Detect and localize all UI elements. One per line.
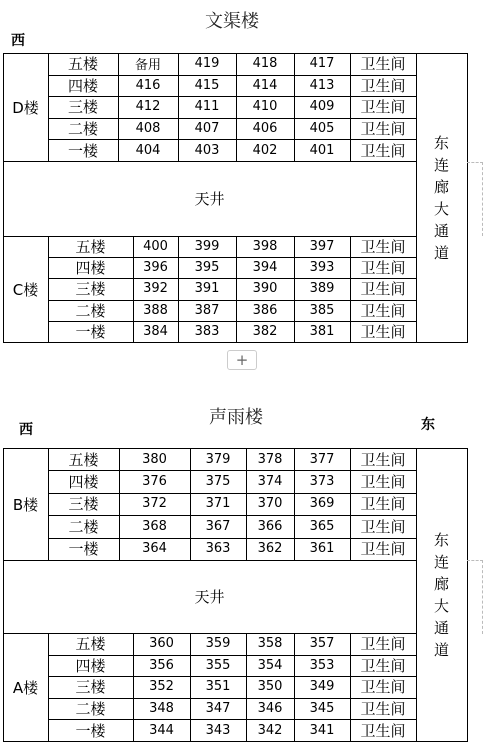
shengyu-east-label: 东 [421,417,435,433]
room-number: 360 [149,636,174,652]
restroom-label: 卫生间 [360,656,406,675]
floor-label: 二楼 [67,120,98,139]
floor-label: 二楼 [68,517,99,536]
room-number: 363 [205,541,231,557]
room-number: 403 [194,142,220,158]
room-number: 357 [309,636,335,652]
floor-label: 四楼 [75,656,106,675]
corridor-char: 通 [433,221,449,240]
room-number: 355 [205,657,231,673]
room-number: 备用 [134,58,161,74]
room-number: 387 [194,302,220,318]
wenqu-title: 文渠楼 [205,11,259,32]
floor-label: 五楼 [67,55,98,74]
room-number: 379 [205,451,231,467]
restroom-label: 卫生间 [360,141,406,160]
add-table-button[interactable]: + [227,350,257,370]
room-number: 410 [252,99,278,115]
room-number: 368 [142,518,167,534]
room-number: 375 [205,474,231,490]
corridor-char: 通 [433,618,449,637]
room-number: 389 [309,281,335,297]
floor-label: 三楼 [68,495,99,514]
room-number: 394 [252,260,278,276]
wenqu-west-label: 西 [11,33,25,49]
room-number: 392 [143,281,168,297]
room-number: 418 [252,56,278,72]
room-number: 407 [194,121,220,137]
room-number: 364 [142,541,167,557]
restroom-label: 卫生间 [360,700,406,719]
restroom-label: 卫生间 [360,473,406,492]
restroom-label: 卫生间 [360,678,406,697]
restroom-label: 卫生间 [360,280,406,299]
corridor-char: 连 [433,552,449,571]
room-number: 388 [143,302,168,318]
floor-label: 三楼 [75,280,106,299]
room-number: 349 [309,679,335,695]
room-number: 414 [252,77,278,93]
corridor-char: 廊 [433,177,449,196]
room-number: 408 [135,121,161,137]
room-number: 393 [309,260,335,276]
floor-label: 四楼 [75,259,106,278]
room-number: 367 [205,518,231,534]
wenqu-upper-block-label: D楼 [12,98,39,117]
shengyu-lower-block-label: A楼 [12,678,39,697]
room-number: 376 [142,474,167,490]
restroom-label: 卫生间 [360,238,406,257]
room-number: 345 [309,701,335,717]
restroom-label: 卫生间 [360,540,406,559]
floor-label: 一楼 [67,141,98,160]
restroom-label: 卫生间 [360,120,406,139]
floor-label: 一楼 [75,322,106,341]
restroom-label: 卫生间 [360,495,406,514]
restroom-label: 卫生间 [360,322,406,341]
room-number: 395 [194,260,220,276]
room-number: 344 [149,722,174,738]
restroom-label: 卫生间 [360,301,406,320]
floor-label: 一楼 [75,721,106,740]
room-number: 372 [142,496,167,512]
shengyu-west-label: 西 [19,422,33,438]
floor-label: 五楼 [75,238,106,257]
room-number: 417 [309,56,335,72]
corridor-char: 大 [433,199,449,218]
floor-label: 五楼 [75,635,106,654]
room-number: 374 [257,474,283,490]
corridor-char: 道 [433,243,449,262]
wenqu-lower-block-label: C楼 [12,280,39,299]
room-number: 405 [309,121,335,137]
room-number: 377 [309,451,335,467]
room-number: 359 [205,636,231,652]
room-number: 382 [252,323,278,339]
restroom-label: 卫生间 [360,76,406,95]
room-number: 352 [149,679,174,695]
room-number: 390 [252,281,278,297]
shengyu-upper-block-label: B楼 [12,495,39,514]
room-number: 351 [205,679,231,695]
room-number: 415 [194,77,220,93]
room-number: 381 [309,323,335,339]
room-number: 386 [252,302,278,318]
room-number: 401 [309,142,335,158]
room-number: 411 [194,99,220,115]
floor-label: 五楼 [68,450,99,469]
floor-label: 四楼 [67,76,98,95]
corridor-char: 廊 [433,574,449,593]
corridor-char: 连 [433,155,449,174]
room-number: 356 [149,657,174,673]
room-number: 342 [257,722,283,738]
room-number: 341 [309,722,335,738]
corridor-char: 大 [433,596,449,615]
room-number: 366 [257,518,283,534]
room-number: 347 [205,701,231,717]
room-number: 400 [143,239,168,255]
room-number: 361 [309,541,335,557]
room-number: 346 [257,701,283,717]
room-number: 354 [257,657,283,673]
room-number: 406 [252,121,278,137]
room-number: 343 [205,722,231,738]
room-number: 358 [257,636,283,652]
restroom-label: 卫生间 [360,517,406,536]
floor-label: 一楼 [68,540,99,559]
shengyu-title: 声雨楼 [209,407,263,428]
room-number: 399 [194,239,220,255]
shengyu-atrium-label: 天井 [194,588,225,606]
room-number: 384 [143,323,168,339]
restroom-label: 卫生间 [360,721,406,740]
room-number: 353 [309,657,335,673]
room-number: 416 [135,77,161,93]
room-number: 391 [194,281,220,297]
room-number: 397 [309,239,335,255]
room-number: 371 [205,496,231,512]
wenqu-atrium-label: 天井 [194,190,225,208]
room-number: 404 [135,142,161,158]
corridor-char: 东 [433,530,449,549]
floor-label: 二楼 [75,700,106,719]
floor-label: 二楼 [75,301,106,320]
room-number: 380 [142,451,167,467]
restroom-label: 卫生间 [360,55,406,74]
room-number: 409 [309,99,335,115]
room-number: 373 [309,474,335,490]
corridor-char: 东 [433,133,449,152]
floor-label: 三楼 [67,98,98,117]
room-number: 378 [257,451,283,467]
room-number: 385 [309,302,335,318]
room-number: 350 [257,679,283,695]
room-number: 365 [309,518,335,534]
room-number: 348 [149,701,174,717]
shengyu-east-corridor [416,448,467,741]
room-number: 369 [309,496,335,512]
page-guide-line [467,560,483,561]
restroom-label: 卫生间 [360,98,406,117]
room-number: 383 [194,323,220,339]
corridor-char: 道 [433,640,449,659]
restroom-label: 卫生间 [360,635,406,654]
wenqu-east-corridor [416,53,467,342]
room-number: 402 [252,142,278,158]
floor-label: 四楼 [68,473,99,492]
restroom-label: 卫生间 [360,259,406,278]
restroom-label: 卫生间 [360,450,406,469]
floor-label: 三楼 [75,678,106,697]
page-guide-line [467,162,483,163]
room-number: 419 [194,56,220,72]
room-number: 412 [135,99,161,115]
room-number: 396 [143,260,168,276]
room-number: 413 [309,77,335,93]
room-number: 362 [257,541,283,557]
room-number: 398 [252,239,278,255]
room-number: 370 [257,496,283,512]
